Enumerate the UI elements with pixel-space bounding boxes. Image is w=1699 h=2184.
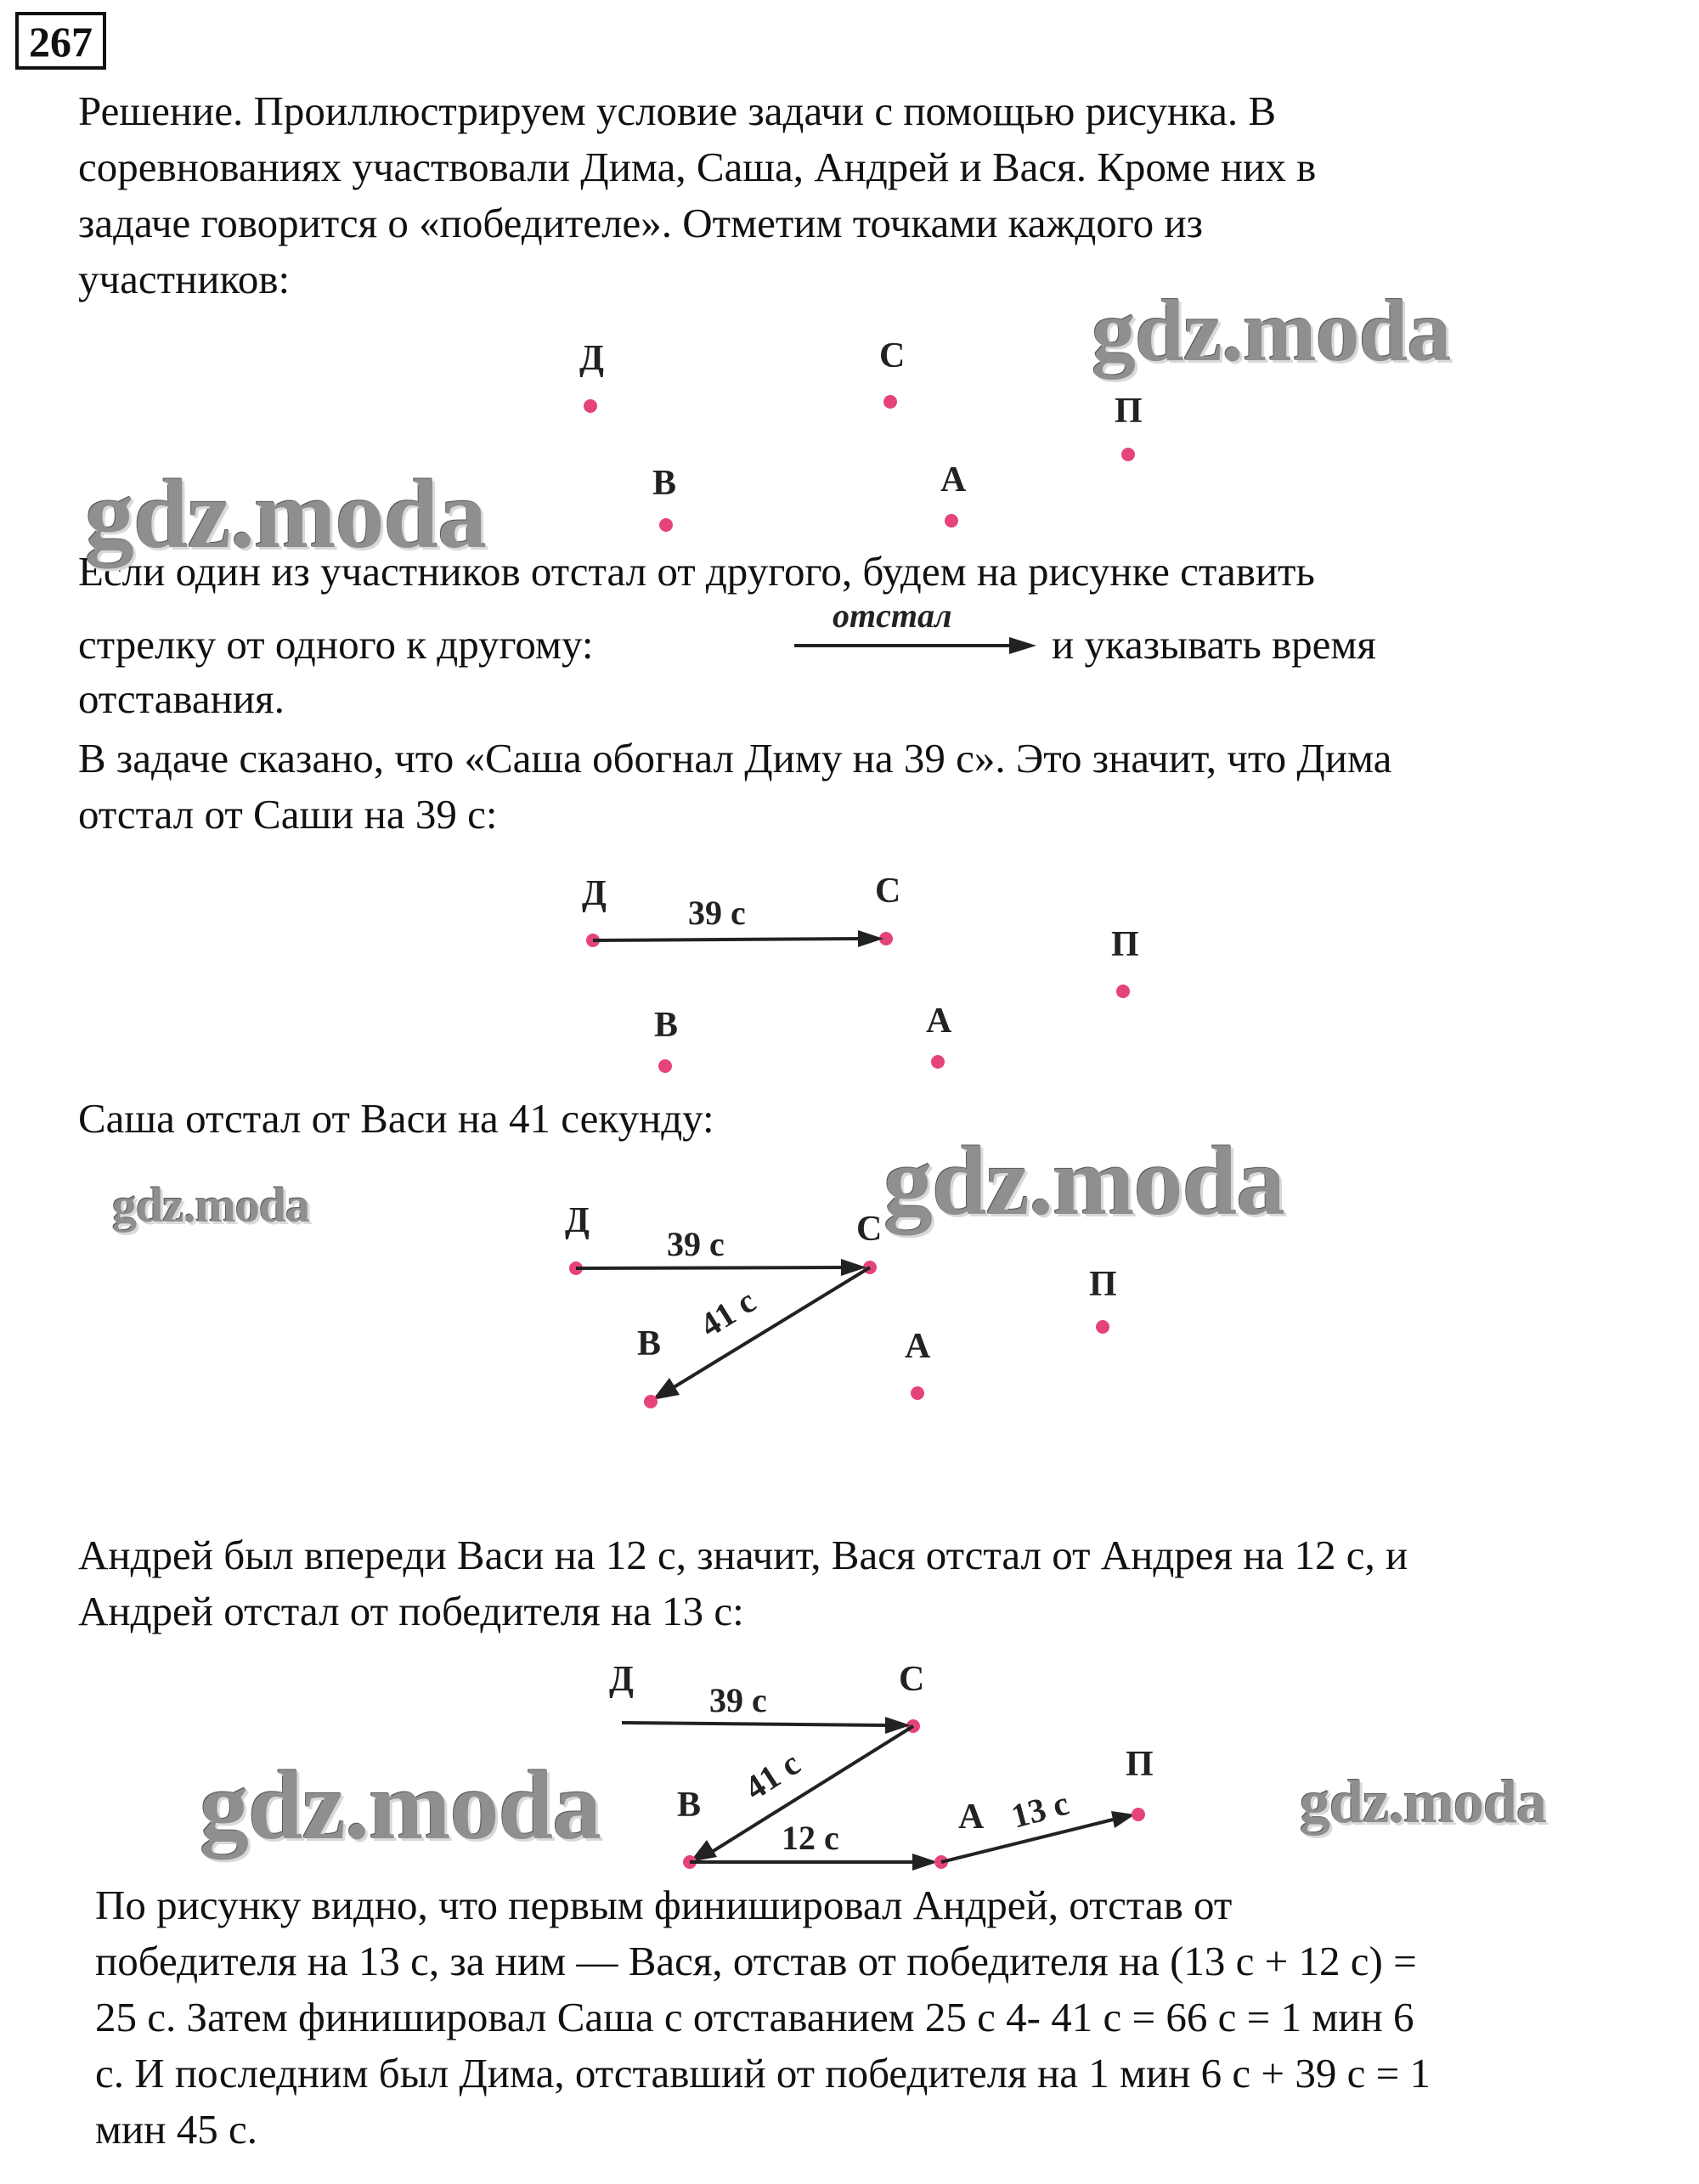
legend-arrow [790,595,1045,663]
label-a: А [926,1002,952,1041]
text-line: По рисунку видно, что первым финишировал Андрей, отстав от [95,1882,1233,1928]
watermark: gdz.moda [883,1127,1285,1236]
point-p [1132,1808,1145,1821]
watermark: gdz.moda [1092,282,1451,380]
conclusion-paragraph [95,1877,1431,2158]
text-line: Решение. Проиллюстрируем условие задачи с помощью рисунка. В [78,87,1277,134]
label-s: С [856,1210,883,1249]
point-a [911,1386,924,1400]
point-v [644,1395,658,1408]
text-line: участников: [78,256,291,302]
label-p: П [1111,925,1139,964]
edge-label-va: 12 с [782,1819,839,1857]
edge-d-s [593,939,862,940]
arrow-rule-line3: отставания. [78,675,285,722]
watermark: gdz.moda [200,1752,601,1860]
point-p [1096,1320,1109,1334]
label-d: Д [582,874,607,913]
edge-label-ds: 39 с [667,1225,725,1263]
watermark: gdz.moda [112,1177,310,1233]
edge-label-sv: 41 с [737,1743,807,1808]
edge-label-sv: 41 с [692,1281,763,1345]
label-v: В [652,464,677,503]
label-s: С [879,336,906,375]
point-d [584,399,597,413]
edge-label-ds: 39 с [688,894,746,932]
arrow-rule-line1: Если один из участников отстал от другого, будем на рисунке ставить [78,548,1315,595]
arrow-rule-line2-right: и указывать время [1052,621,1376,668]
text-line: В задаче сказано, что «Саша обогнал Диму на 39 с». Это значит, что Дима [78,735,1392,782]
figure-39 [535,841,1164,1087]
condition-39-paragraph [78,731,1391,843]
text-line: победителя на 13 с, за ним — Вася, отстав от победителя на (13 с + 12 с) = [95,1938,1417,1984]
text-line: с. И последним был Дима, отставший от победителя на 1 мин 6 с + 39 с = 1 [95,2050,1431,2097]
legend-arrow-label: отстал [833,596,952,635]
point-s [883,395,897,409]
condition-41-line: Саша отстал от Васи на 41 секунду: [78,1095,714,1142]
label-a: А [905,1327,931,1366]
point-p [1116,985,1130,998]
label-d: Д [565,1201,590,1240]
label-s: С [899,1660,925,1699]
edge-d-s [576,1267,845,1268]
label-d: Д [579,339,604,378]
text-line: соревнованиях участвовали Дима, Саша, Андрей и Вася. Кроме них в [78,144,1317,190]
label-d: Д [609,1660,634,1699]
text-line: Андрей отстал от победителя на 13 с: [78,1588,744,1634]
edge-label-ap: 13 с [1007,1783,1073,1836]
arrowhead [912,1854,938,1871]
arrow-rule-line2-left: стрелку от одного к другому: [78,621,594,668]
text-line: мин 45 с. [95,2106,257,2153]
point-p [1121,448,1135,461]
label-s: С [875,872,901,911]
arrowhead [1111,1811,1135,1828]
label-p: П [1126,1745,1154,1784]
label-a: А [958,1797,985,1837]
figure-points [510,306,1181,544]
label-v: В [677,1786,702,1825]
label-v: В [654,1006,679,1045]
edge-d-s [622,1723,890,1725]
label-p: П [1089,1265,1117,1304]
watermark: gdz.moda [85,460,487,569]
arrowhead [652,1378,680,1400]
text-line: Андрей был впереди Васи на 12 с, значит, Вася отстал от Андрея на 12 с, и [78,1532,1408,1578]
figure-full [561,1648,1189,1877]
edge-label-ds: 39 с [709,1681,767,1719]
intro-paragraph [78,83,1316,308]
edge-s-v [671,1267,870,1389]
text-line: задаче говорится о «победителе». Отметим точками каждого из [78,200,1203,246]
label-p: П [1115,392,1143,431]
text-line: 25 с. Затем финишировал Саша с отставанием 25 с 4- 41 с = 66 с = 1 мин 6 [95,1994,1414,2040]
point-v [658,1059,672,1073]
point-v [659,518,673,532]
watermark: gdz.moda [1300,1768,1547,1836]
arrowhead [858,930,883,947]
point-a [945,514,958,528]
condition-12-13-paragraph [78,1527,1408,1639]
text-line: отстал от Саши на 39 с: [78,791,498,838]
label-a: А [940,460,967,499]
problem-number: 267 [15,12,106,70]
point-a [931,1055,945,1069]
label-v: В [637,1324,662,1363]
